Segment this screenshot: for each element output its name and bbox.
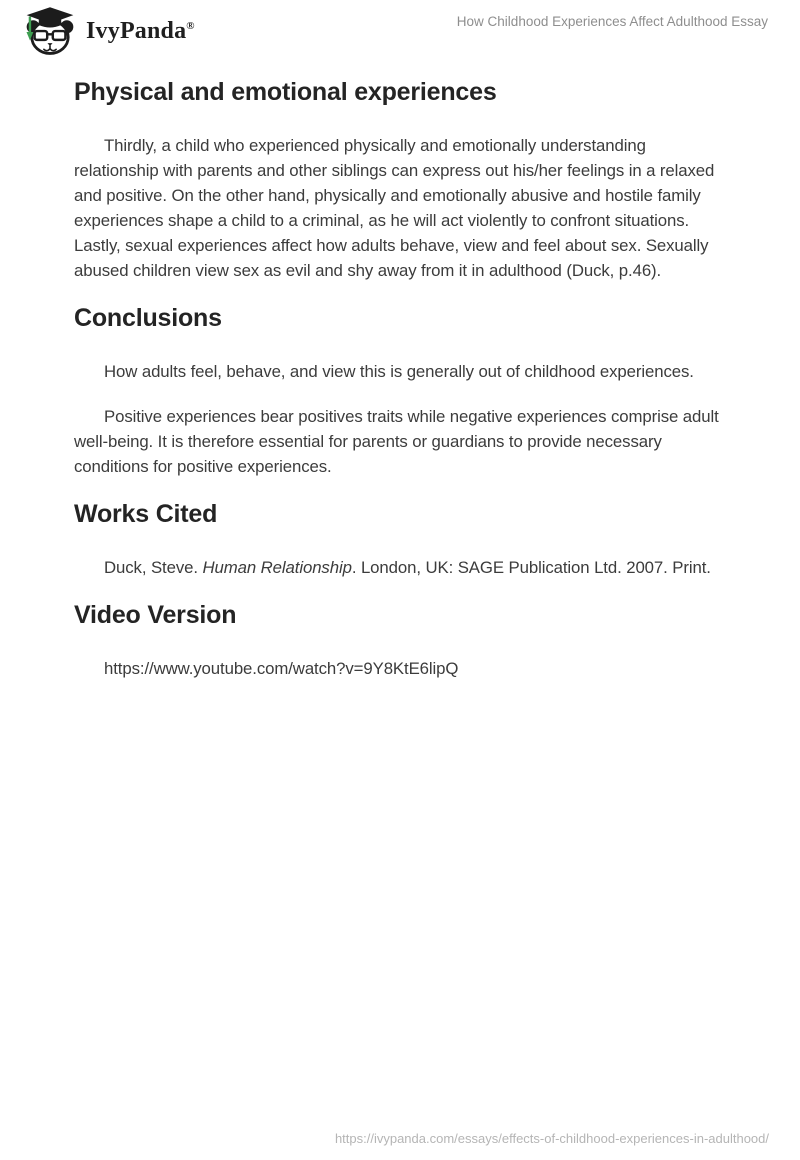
page-header bbox=[0, 0, 800, 62]
section-heading-conclusions: Conclusions bbox=[74, 304, 222, 332]
ivypanda-brand[interactable] bbox=[22, 6, 195, 57]
source-url: https://ivypanda.com/essays/effects-of-childhood-experiences-in-adulthood/ bbox=[334, 1131, 769, 1146]
page-footer bbox=[335, 1131, 769, 1146]
section-heading-works-cited: Works Cited bbox=[74, 500, 218, 528]
brand-name bbox=[86, 18, 195, 45]
citation-publisher: . London, UK: SAGE Publication Ltd. 2007. Print. bbox=[351, 558, 711, 577]
citation-author: Duck, Steve. bbox=[104, 558, 203, 577]
section-heading-video-version: Video Version bbox=[74, 601, 237, 629]
panda-graduate-logo-icon bbox=[22, 6, 78, 57]
paragraph-conclusions-1: How adults feel, behave, and view this is generally out of childhood experiences. bbox=[104, 362, 694, 381]
document-title: How Childhood Experiences Affect Adulthood Essay bbox=[456, 14, 768, 29]
paragraph-physical-emotional: Thirdly, a child who experienced physically and emotionally understanding relationship with parents and other siblings can express out his/her feelings in a relaxed and positive. On the other hand, physically and emotionally abusive and hostile family experiences shape a child to a criminal, as he will act violently to confront situations. Lastly, sexual experiences affect how adults behave, view and feel about sex. Sexually abused children view sex as evil and shy away from it in adulthood (Duck, p.46). bbox=[74, 136, 715, 280]
citation-entry bbox=[74, 555, 722, 580]
essay-content bbox=[0, 78, 800, 681]
brand-name-text: IvyPanda bbox=[86, 18, 187, 44]
section-heading-physical-emotional: Physical and emotional experiences bbox=[74, 78, 497, 106]
paragraph-conclusions-2: Positive experiences bear positives traits while negative experiences comprise adult well-being. It is therefore essential for parents or guardians to provide necessary conditions for positive experiences. bbox=[74, 407, 719, 476]
registered-trademark-symbol: ® bbox=[186, 20, 195, 32]
citation-title: Human Relationship bbox=[202, 558, 352, 577]
video-url: https://www.youtube.com/watch?v=9Y8KtE6lipQ bbox=[104, 659, 459, 678]
